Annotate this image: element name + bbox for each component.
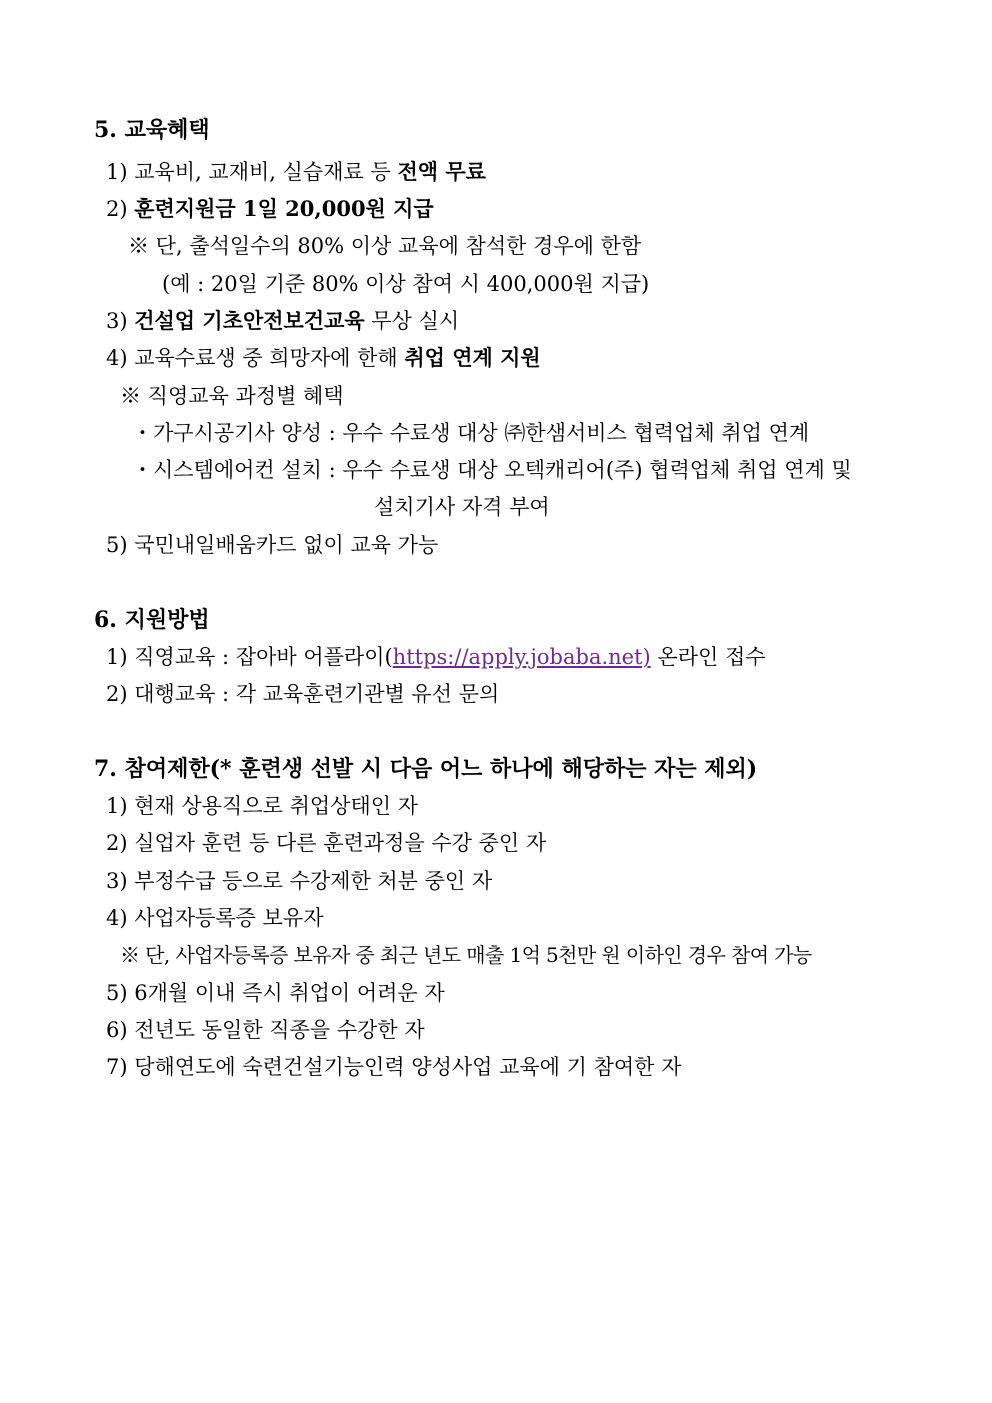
benefits-note-example: (예 : 20일 기준 80% 이상 참여 시 400,000원 지급): [162, 272, 650, 296]
apply-item-1-suffix: 온라인 접수: [650, 645, 766, 669]
benefits-item-5: 5) 국민내일배움카드 없이 교육 가능: [106, 533, 439, 557]
restrictions-item-1: 1) 현재 상용직으로 취업상태인 자: [106, 794, 418, 818]
restrictions-item-7: 7) 당해연도에 숙련건설기능인력 양성사업 교육에 기 참여한 자: [106, 1055, 682, 1079]
benefits-item-4-emphasis: 취업 연계 지원: [404, 345, 541, 370]
benefits-item-3-suffix: 무상 실시: [364, 309, 460, 333]
benefits-note-course: ※ 직영교육 과정별 혜택: [120, 384, 344, 408]
benefits-item-4: [106, 344, 541, 372]
benefits-item-1-text: 1) 교육비, 교재비, 실습재료 등: [106, 160, 398, 184]
benefits-item-3: [106, 307, 459, 335]
restrictions-item-5: 5) 6개월 이내 즉시 취업이 어려운 자: [106, 981, 445, 1005]
section-heading-restrictions: 7. 참여제한(* 훈련생 선발 시 다음 어느 하나에 해당하는 자는 제외): [94, 756, 758, 782]
benefits-bullet-aircon: ・시스템에어컨 설치 : 우수 수료생 대상 오텍캐리어(주) 협력업체 취업 연계 및: [132, 458, 852, 482]
benefits-item-2-number: 2): [106, 197, 135, 221]
restrictions-item-3: 3) 부정수급 등으로 수강제한 처분 중인 자: [106, 869, 493, 893]
apply-item-1-text: 1) 직영교육 : 잡아바 어플라이(: [106, 645, 393, 669]
benefits-bullet-furniture: ・가구시공기사 양성 : 우수 수료생 대상 ㈜한샘서비스 협력업체 취업 연계: [132, 421, 810, 445]
restrictions-item-4: 4) 사업자등록증 보유자: [106, 906, 324, 930]
restrictions-item-6: 6) 전년도 동일한 직종을 수강한 자: [106, 1018, 425, 1042]
section-heading-apply: 6. 지원방법: [94, 607, 210, 633]
benefits-item-1: [106, 158, 486, 186]
restrictions-note-revenue: ※ 단, 사업자등록증 보유자 중 최근 년도 매출 1억 5천만 원 이하인 경우 참여 가능: [120, 943, 812, 967]
benefits-item-2-emphasis: 훈련지원금 1일 20,000원 지급: [134, 196, 434, 221]
benefits-item-3-number: 3): [106, 309, 135, 333]
apply-item-1: [106, 643, 766, 671]
restrictions-item-2: 2) 실업자 훈련 등 다른 훈련과정을 수강 중인 자: [106, 831, 547, 855]
benefits-item-1-emphasis: 전액 무료: [397, 159, 486, 184]
apply-url-link[interactable]: https://apply.jobaba.net): [392, 645, 651, 669]
benefits-item-2: [106, 195, 434, 223]
apply-item-2: 2) 대행교육 : 각 교육훈련기관별 유선 문의: [106, 682, 500, 706]
benefits-note-attendance: ※ 단, 출석일수의 80% 이상 교육에 참석한 경우에 한함: [128, 234, 642, 258]
benefits-bullet-aircon-continued: 설치기사 자격 부여: [374, 495, 550, 519]
section-heading-benefits: 5. 교육혜택: [94, 117, 210, 143]
benefits-item-4-text: 4) 교육수료생 중 희망자에 한해: [106, 346, 405, 370]
benefits-item-3-emphasis: 건설업 기초안전보건교육: [134, 308, 365, 333]
